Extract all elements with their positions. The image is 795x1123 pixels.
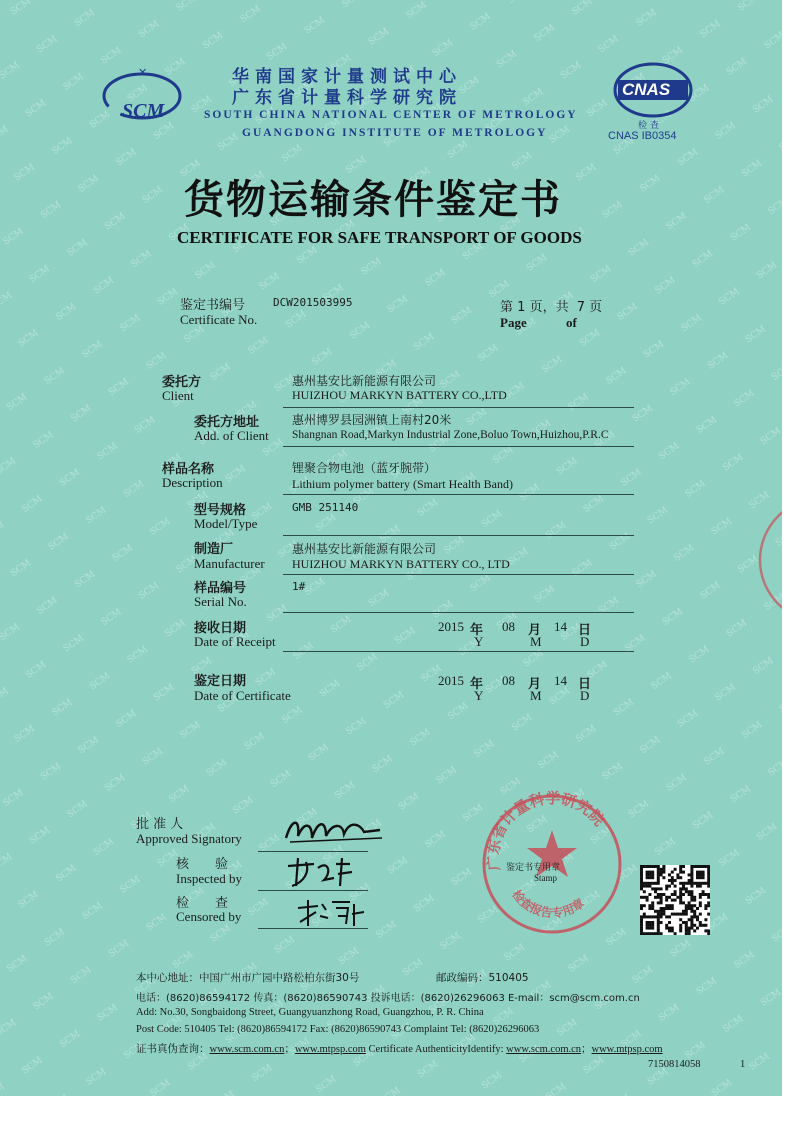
cert-date-month: 08 [502,673,515,688]
manufacturer-label-cn: 制造厂 [194,542,234,557]
client-label-cn: 委托方 [162,375,202,390]
stamp-center-cn: 鉴定书专用章 [506,863,561,873]
org-name-cn-1: 华南国家计量测试中心 [232,67,462,87]
link-separator-2: ； [581,1044,592,1055]
page-info [500,296,602,315]
cnas-logo-text: CNAS [622,80,671,99]
receipt-underline [283,651,634,652]
model-label-en: Model/Type [194,516,258,531]
receipt-day-unit: 日 [578,623,592,638]
stamp-center-en: Stamp [534,873,558,883]
authenticity-prefix: 证书真伪查询： [136,1043,210,1055]
document-page-mark: 1 [740,1059,746,1070]
receipt-month: 08 [502,619,515,634]
client-address-underline [283,446,634,447]
manufacturer-underline [283,574,634,575]
cert-no-value: DCW201503995 [273,296,353,309]
footer-authenticity-line [136,1041,663,1056]
censored-label-cn: 检 查 [176,896,229,911]
page-label-en: Page [500,315,527,330]
serial-underline [283,612,634,613]
client-underline [283,407,634,408]
cert-date-y: Y [474,688,484,703]
cnas-number: CNAS IB0354 [608,130,677,142]
cert-date-day-unit: 日 [578,677,592,692]
approved-label-en: Approved Signatory [136,831,242,846]
description-value-cn: 锂聚合物电池（蓝牙腕带） [292,461,437,475]
client-address-value-en: Shangnan Road,Markyn Industrial Zone,Boluo Town,Huizhou,P.R.C [292,429,609,441]
footer-address-cn: 本中心地址：中国广州市广园中路松柏东街30号 [136,972,360,984]
stamp-ring-text: 广东省计量科学研究院 [484,790,609,872]
approved-underline [258,851,368,852]
model-label-cn: 型号规格 [194,503,247,518]
link-mtpsp-1[interactable]: www.mtpsp.com [294,1044,366,1055]
receipt-y: Y [474,634,484,649]
inspected-label-cn: 核 验 [176,857,229,872]
link-scm-2[interactable]: www.scm.com.cn [506,1044,582,1055]
inspected-signature [284,856,354,890]
org-name-cn-2: 广东省计量科学研究院 [232,88,462,108]
page-total: 7 [576,300,586,315]
receipt-year-unit: 年 [470,623,484,638]
client-address-value-cn: 惠州博罗县园洲镇上南村20米 [292,413,452,427]
cert-date-d: D [580,688,590,703]
censored-label-en: Censored by [176,909,242,924]
page-prefix: 第 [500,300,514,315]
approved-label-cn: 批 准 人 [136,817,184,832]
footer-contact-en: Post Code: 510405 Tel: (8620)86594172 Fax: (8620)86590743 Complaint Tel: (8620)26296063 [136,1024,540,1035]
org-name-en-1: SOUTH CHINA NATIONAL CENTER OF METROLOGY [204,109,578,121]
edge-stamp [752,490,782,630]
receipt-label-cn: 接收日期 [194,621,247,636]
footer-address-en: Add: No.30, Songbaidong Street, Guangyuanzhong Road, Guangzhou, P. R. China [136,1007,484,1018]
cert-no-label-cn: 鉴定书编号 [180,298,246,313]
description-underline [283,494,634,495]
page-current: 1 [517,300,526,315]
document-serial-number: 7150814058 [648,1059,701,1070]
cert-date-m: M [530,688,542,703]
link-scm-1[interactable]: www.scm.com.cn [209,1044,285,1055]
authenticity-label-en: Certificate AuthenticityIdentify: [368,1044,504,1055]
approved-signature [282,812,392,848]
description-label-cn: 样品名称 [162,462,215,477]
cert-date-year: 2015 [438,673,464,688]
model-value: GMB 251140 [292,501,359,514]
client-value-cn: 惠州基安比新能源有限公司 [292,374,437,388]
censored-underline [258,928,368,929]
description-value-en: Lithium polymer battery (Smart Health Band) [292,477,513,491]
manufacturer-value-cn: 惠州基安比新能源有限公司 [292,542,437,556]
page-suffix: 页 [589,300,603,315]
receipt-label-en: Date of Receipt [194,634,276,649]
title-cn: 货物运输条件鉴定书 [184,177,562,223]
receipt-day: 14 [554,619,567,634]
link-separator-1: ； [284,1044,295,1055]
manufacturer-value-en: HUIZHOU MARKYN BATTERY CO., LTD [292,557,510,571]
receipt-d: D [580,634,590,649]
link-mtpsp-2[interactable]: www.mtpsp.com [591,1044,663,1055]
serial-value: 1# [292,580,306,593]
cert-date-label-cn: 鉴定日期 [194,674,247,689]
of-label-en: of [566,315,577,330]
title-en: CERTIFICATE FOR SAFE TRANSPORT OF GOODS [177,228,582,247]
inspected-label-en: Inspected by [176,871,243,886]
description-label-en: Description [162,475,223,490]
serial-label-en: Serial No. [194,594,247,609]
receipt-m: M [530,634,542,649]
client-value-en: HUIZHOU MARKYN BATTERY CO.,LTD [292,388,507,402]
svg-text:✕: ✕ [138,66,148,79]
cert-date-year-unit: 年 [470,677,484,692]
cert-no-label-en: Certificate No. [180,312,258,327]
censored-signature [296,898,366,930]
scm-logo-text: SCM [122,100,165,122]
client-label-en: Client [162,388,194,403]
cnas-check-label: 检 查 [638,121,659,131]
qr-code [640,865,710,935]
stamp-bottom-text: 检查报告专用章 [509,887,588,921]
footer-postcode-cn: 邮政编码：510405 [436,972,529,984]
cert-date-day: 14 [554,673,567,688]
client-address-label-cn: 委托方地址 [194,415,260,430]
cert-date-label-en: Date of Certificate [194,688,291,703]
cert-date-month-unit: 月 [528,677,542,692]
receipt-year: 2015 [438,619,464,634]
footer-contact-cn: 电话：(8620)86594172 传真：(8620)86590743 投诉电话：(8620)26296063 E-mail：scm@scm.com.cn [136,993,640,1004]
org-name-en-2: GUANGDONG INSTITUTE OF METROLOGY [242,127,548,139]
svg-text:检查报告专用章 [509,887,587,921]
manufacturer-label-en: Manufacturer [194,556,265,571]
client-address-label-en: Add. of Client [194,428,269,443]
receipt-month-unit: 月 [528,623,542,638]
inspected-underline [258,890,368,891]
model-underline [283,535,634,536]
serial-label-cn: 样品编号 [194,581,247,596]
page-mid: 页，共 [529,300,569,315]
